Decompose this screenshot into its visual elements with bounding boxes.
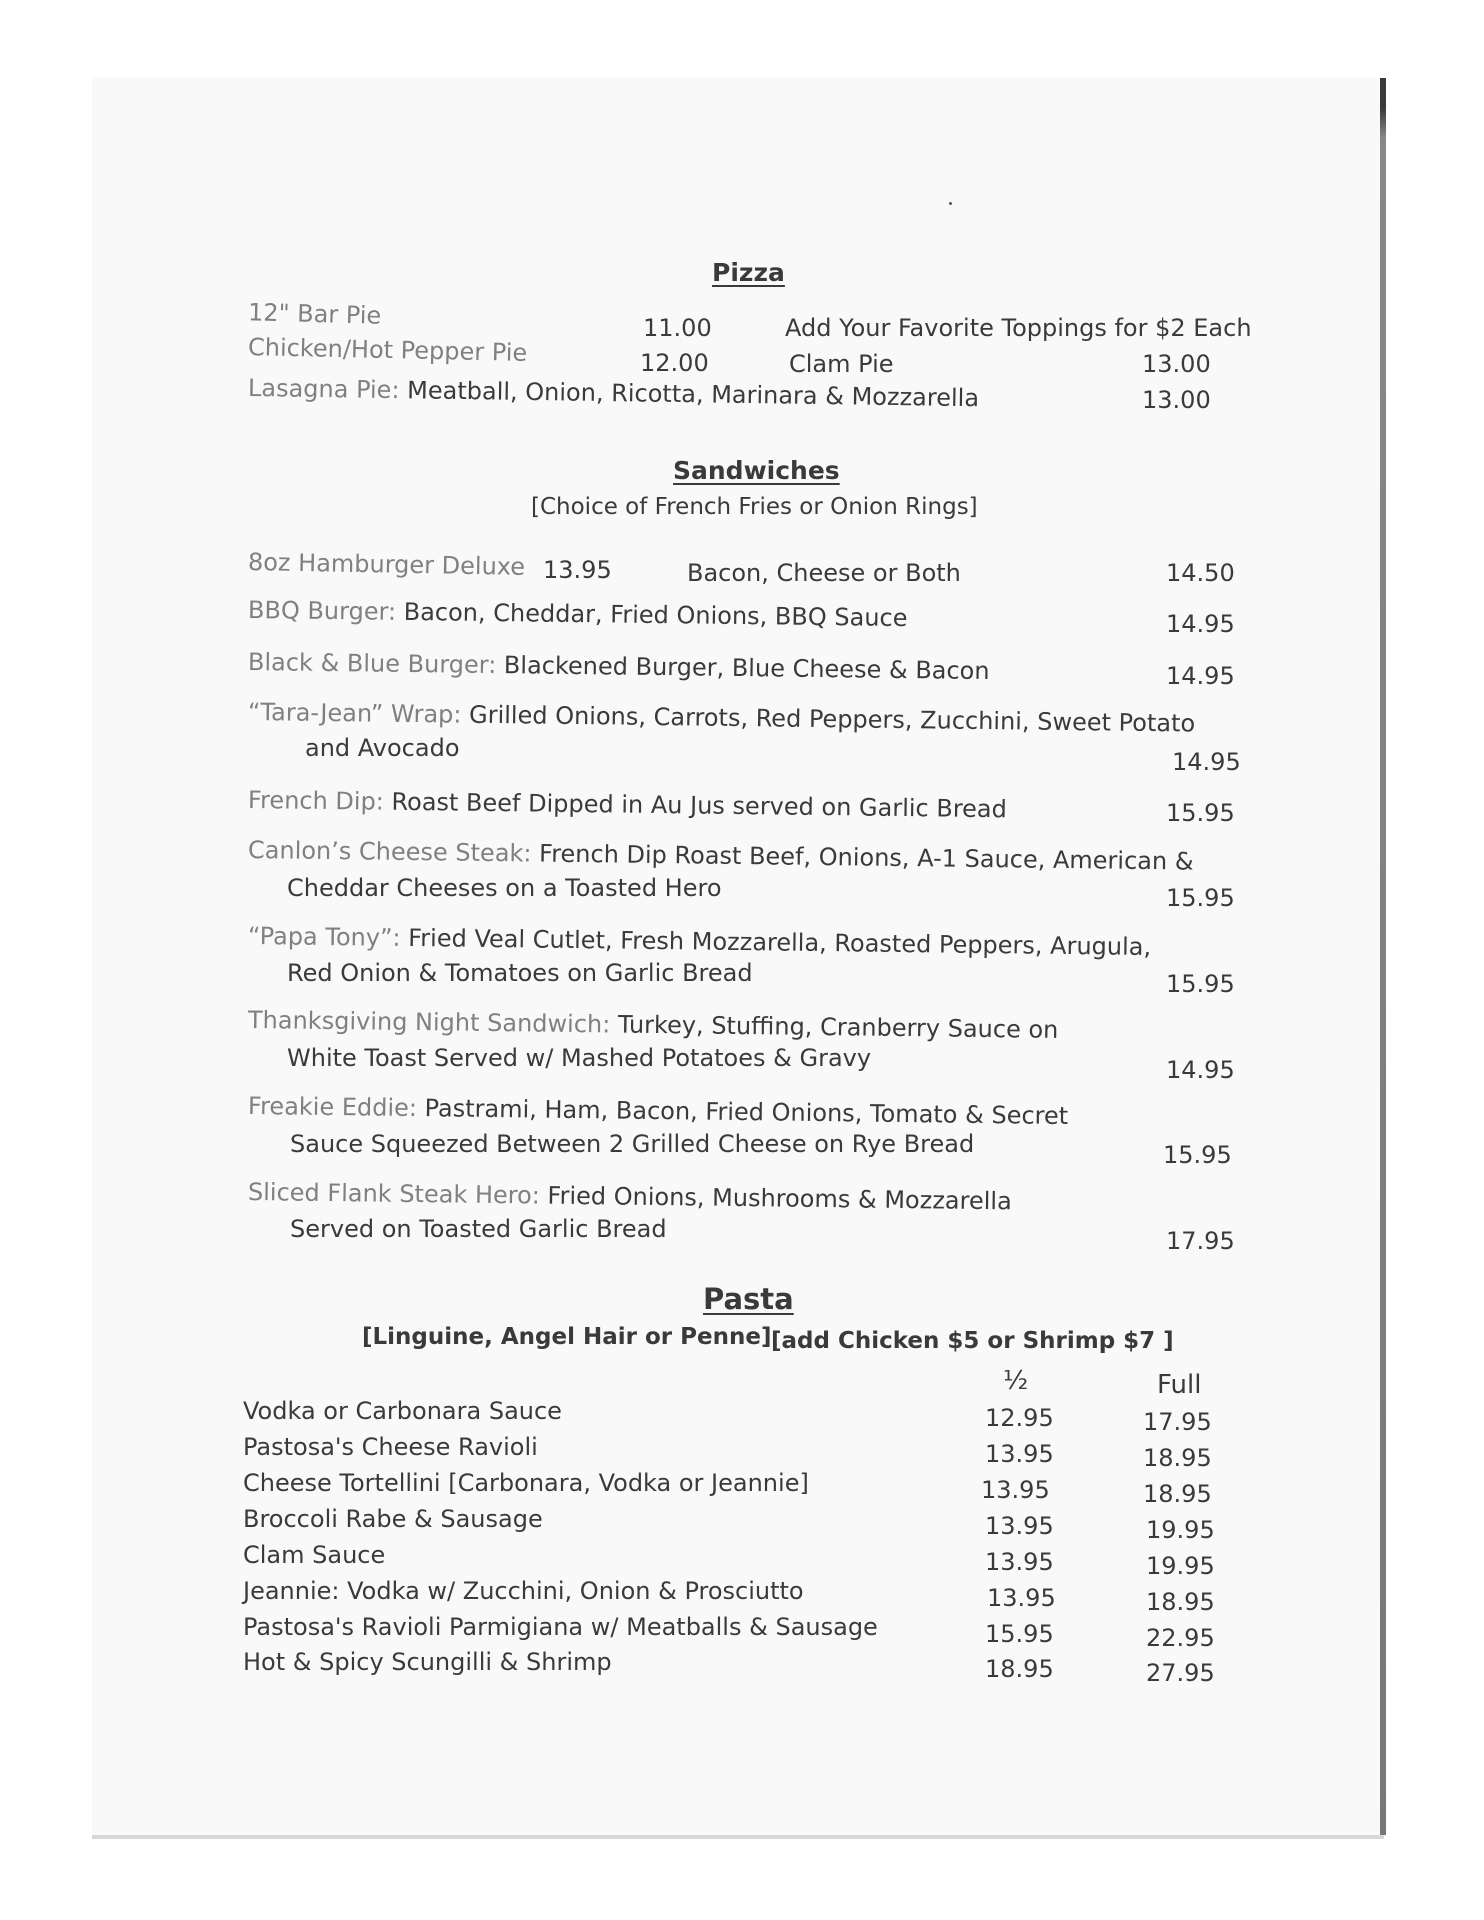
speck (949, 202, 952, 205)
sandwich-item-price: 15.95 (1166, 884, 1235, 912)
pasta-item-name: Cheese Tortellini [Carbonara, Vodka or Jeannie] (243, 1469, 809, 1497)
pasta-item-half-price: 18.95 (985, 1655, 1054, 1683)
pasta-item-half-price: 13.95 (987, 1584, 1056, 1612)
sandwich-item-line2: Cheddar Cheeses on a Toasted Hero (287, 874, 722, 902)
pasta-subheading-right: [add Chicken $5 or Shrimp $7 ] (771, 1328, 1174, 1354)
sandwich-item-price: 15.95 (1163, 1141, 1232, 1169)
pizza-lasagna-pie-price: 13.00 (1142, 386, 1211, 414)
pasta-item-full-price: 19.95 (1146, 1552, 1215, 1580)
pasta-col-half: ½ (1003, 1366, 1029, 1396)
pizza-clam-pie-name: Clam Pie (789, 350, 894, 378)
pasta-item-half-price: 13.95 (981, 1476, 1050, 1504)
pasta-item-half-price: 13.95 (985, 1512, 1054, 1540)
sandwich-item-name: “Tara-Jean” Wrap: Grilled Onions, Carrots, Red Peppers, Zucchini, Sweet Potato (247, 698, 1196, 738)
sandwich-hamburger-name: 8oz Hamburger Deluxe (247, 548, 526, 581)
pizza-toppings-note: Add Your Favorite Toppings for $2 Each (785, 314, 1252, 342)
pasta-item-half-price: 15.95 (985, 1620, 1054, 1648)
pasta-item-half-price: 13.95 (985, 1548, 1054, 1576)
sandwiches-heading: Sandwiches (673, 456, 840, 485)
sandwich-item-name: Canlon’s Cheese Steak: French Dip Roast Beef, Onions, A-1 Sauce, American & (247, 836, 1194, 876)
sandwich-item-price: 14.95 (1166, 1056, 1235, 1084)
pizza-bar-pie-name: 12" Bar Pie (247, 298, 382, 330)
sandwich-item-price: 15.95 (1166, 799, 1235, 827)
pasta-item-name: Pastosa's Ravioli Parmigiana w/ Meatballs & Sausage (243, 1613, 878, 1641)
page-edge-shadow (1380, 78, 1386, 1835)
pasta-item-full-price: 18.95 (1143, 1444, 1212, 1472)
pasta-heading: Pasta (703, 1282, 794, 1316)
pasta-subheading-left: [Linguine, Angel Hair or Penne] (362, 1324, 772, 1350)
pasta-item-name: Broccoli Rabe & Sausage (243, 1505, 543, 1533)
sandwich-hamburger-addon-price: 14.50 (1166, 559, 1235, 587)
sandwich-item-line2: White Toast Served w/ Mashed Potatoes & Gravy (287, 1044, 872, 1072)
sandwich-item-price: 14.95 (1172, 748, 1241, 776)
sandwich-item-line2: and Avocado (305, 734, 460, 762)
pasta-item-name: Clam Sauce (243, 1541, 386, 1569)
pizza-chicken-pie-price: 12.00 (640, 349, 709, 377)
pizza-chicken-pie-name: Chicken/Hot Pepper Pie (247, 333, 528, 367)
pasta-item-half-price: 13.95 (985, 1440, 1054, 1468)
sandwich-item-name: French Dip: Roast Beef Dipped in Au Jus served on Garlic Bread (247, 786, 1008, 824)
pizza-clam-pie-price: 13.00 (1142, 350, 1211, 378)
sandwich-hamburger-price: 13.95 (543, 556, 612, 584)
pizza-heading: Pizza (712, 258, 785, 287)
pizza-lasagna-pie-name: Lasagna Pie: Meatball, Onion, Ricotta, Marinara & Mozzarella (247, 374, 980, 413)
pasta-item-name: Hot & Spicy Scungilli & Shrimp (243, 1648, 612, 1676)
pasta-item-name: Vodka or Carbonara Sauce (243, 1397, 562, 1425)
sandwich-item-line2: Sauce Squeezed Between 2 Grilled Cheese on Rye Bread (290, 1130, 975, 1158)
sandwich-item-price: 17.95 (1166, 1227, 1235, 1255)
pasta-item-half-price: 12.95 (985, 1404, 1054, 1432)
pasta-item-full-price: 22.95 (1146, 1624, 1215, 1652)
sandwiches-subheading: [Choice of French Fries or Onion Rings] (531, 494, 978, 520)
sandwich-item-name: BBQ Burger: Bacon, Cheddar, Fried Onions, BBQ Sauce (247, 596, 908, 633)
sandwich-item-name: Sliced Flank Steak Hero: Fried Onions, Mushrooms & Mozzarella (247, 1178, 1012, 1216)
sandwich-item-price: 14.95 (1166, 662, 1235, 690)
pasta-item-full-price: 19.95 (1146, 1516, 1215, 1544)
pasta-item-name: Pastosa's Cheese Ravioli (243, 1433, 538, 1461)
pasta-item-full-price: 18.95 (1146, 1588, 1215, 1616)
sandwich-item-name: Thanksgiving Night Sandwich: Turkey, Stuffing, Cranberry Sauce on (247, 1006, 1059, 1044)
pasta-col-full: Full (1157, 1370, 1202, 1400)
sandwich-item-line2: Served on Toasted Garlic Bread (290, 1215, 667, 1243)
sandwich-item-price: 14.95 (1166, 610, 1235, 638)
sandwich-item-name: “Papa Tony”: Fried Veal Cutlet, Fresh Mozzarella, Roasted Peppers, Arugula, (247, 922, 1152, 962)
sandwich-item-name: Freakie Eddie: Pastrami, Ham, Bacon, Fried Onions, Tomato & Secret (247, 1092, 1069, 1131)
pasta-item-full-price: 17.95 (1143, 1408, 1212, 1436)
pizza-bar-pie-price: 11.00 (643, 314, 712, 342)
sandwich-hamburger-addon: Bacon, Cheese or Both (687, 559, 961, 587)
pasta-item-name: Jeannie: Vodka w/ Zucchini, Onion & Prosciutto (243, 1577, 804, 1605)
sandwich-item-price: 15.95 (1166, 970, 1235, 998)
pasta-item-full-price: 18.95 (1143, 1480, 1212, 1508)
sandwich-item-line2: Red Onion & Tomatoes on Garlic Bread (287, 959, 753, 987)
sandwich-item-name: Black & Blue Burger: Blackened Burger, Blue Cheese & Bacon (247, 648, 990, 686)
pasta-item-full-price: 27.95 (1146, 1659, 1215, 1687)
